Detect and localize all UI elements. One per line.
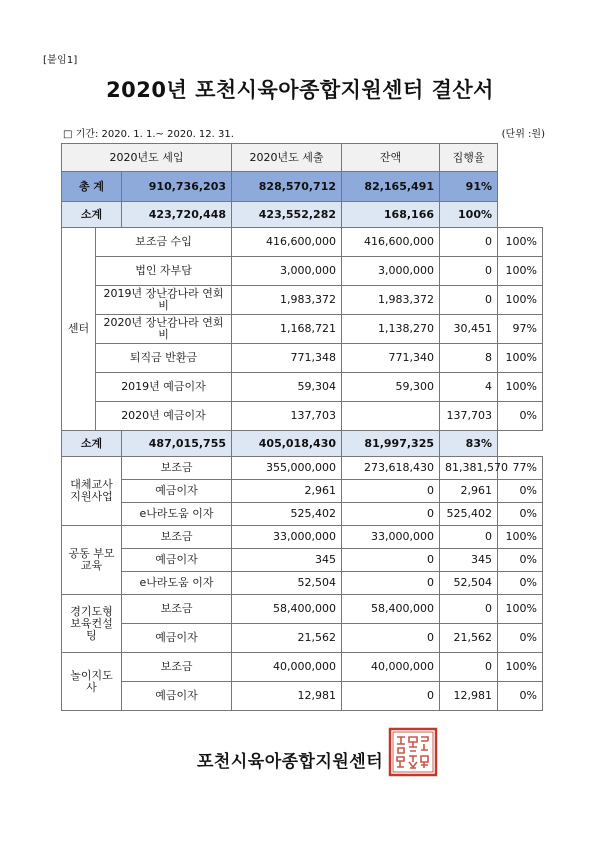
row-label: 2019년 장난감나라 연회비 [96, 286, 232, 315]
table-row [62, 373, 543, 402]
row-expense: 40,000,000 [342, 653, 440, 682]
table-row [62, 526, 543, 549]
group-parent-education: 공동 부모교육 [62, 526, 122, 595]
row-label: 예금이자 [122, 480, 232, 503]
row-label: 법인 자부담 [96, 257, 232, 286]
row-expense: 3,000,000 [342, 257, 440, 286]
row-rate: 100% [498, 595, 543, 624]
row-income: 416,600,000 [232, 228, 342, 257]
row-label: 2020년 장난감나라 연회비 [96, 315, 232, 344]
row-income: 525,402 [232, 503, 342, 526]
header-rate: 집행율 [440, 144, 498, 172]
row-rate: 0% [498, 624, 543, 653]
header-balance: 잔액 [342, 144, 440, 172]
total-rate: 91% [440, 172, 498, 202]
row-balance: 30,451 [440, 315, 498, 344]
group-consulting: 경기도형 보육컨설팅 [62, 595, 122, 653]
row-income: 2,961 [232, 480, 342, 503]
row-balance: 0 [440, 257, 498, 286]
unit-label: (단위 :원) [501, 129, 545, 140]
projects-subtotal-balance: 81,997,325 [342, 431, 440, 457]
row-income: 3,000,000 [232, 257, 342, 286]
projects-subtotal-row [62, 431, 543, 457]
row-balance: 0 [440, 653, 498, 682]
row-rate: 0% [498, 549, 543, 572]
total-row [62, 172, 543, 202]
header-expense: 2020년도 세출 [232, 144, 342, 172]
row-rate: 0% [498, 682, 543, 711]
row-income: 52,504 [232, 572, 342, 595]
center-subtotal-balance: 168,166 [342, 202, 440, 228]
total-label: 총 계 [62, 172, 122, 202]
row-balance: 12,981 [440, 682, 498, 711]
row-label: e나라도움 이자 [122, 503, 232, 526]
row-balance: 525,402 [440, 503, 498, 526]
row-rate: 0% [498, 480, 543, 503]
table-row [62, 624, 543, 653]
table-row [62, 457, 543, 480]
row-rate: 100% [498, 228, 543, 257]
row-label: e나라도움 이자 [122, 572, 232, 595]
row-income: 21,562 [232, 624, 342, 653]
row-income: 137,703 [232, 402, 342, 431]
table-row [62, 572, 543, 595]
row-rate: 100% [498, 257, 543, 286]
row-expense: 0 [342, 682, 440, 711]
row-expense: 771,340 [342, 344, 440, 373]
row-income: 58,400,000 [232, 595, 342, 624]
header-row [62, 144, 543, 172]
total-income: 910,736,203 [122, 172, 232, 202]
row-rate: 0% [498, 402, 543, 431]
row-expense: 1,983,372 [342, 286, 440, 315]
row-rate: 100% [498, 344, 543, 373]
row-income: 12,981 [232, 682, 342, 711]
row-balance: 0 [440, 595, 498, 624]
row-expense: 0 [342, 503, 440, 526]
row-expense: 59,300 [342, 373, 440, 402]
row-rate: 0% [498, 572, 543, 595]
table-row [62, 653, 543, 682]
row-label: 보조금 [122, 653, 232, 682]
row-rate: 77% [498, 457, 543, 480]
row-income: 59,304 [232, 373, 342, 402]
official-seal-icon [388, 727, 438, 777]
row-balance: 0 [440, 526, 498, 549]
row-income: 355,000,000 [232, 457, 342, 480]
header-income: 2020년도 세입 [62, 144, 232, 172]
period-label: □ 기간: 2020. 1. 1.~ 2020. 12. 31. [63, 129, 234, 140]
row-balance: 52,504 [440, 572, 498, 595]
row-label: 보조금 [122, 457, 232, 480]
row-label: 2020년 예금이자 [96, 402, 232, 431]
row-expense [342, 402, 440, 431]
table-row [62, 480, 543, 503]
row-income: 771,348 [232, 344, 342, 373]
group-play-instructor: 놀이지도사 [62, 653, 122, 711]
table-row [62, 595, 543, 624]
row-expense: 58,400,000 [342, 595, 440, 624]
row-rate: 100% [498, 373, 543, 402]
row-expense: 0 [342, 572, 440, 595]
center-subtotal-income: 423,720,448 [122, 202, 232, 228]
row-balance: 345 [440, 549, 498, 572]
row-label: 예금이자 [122, 682, 232, 711]
center-subtotal-rate: 100% [440, 202, 498, 228]
row-expense: 273,618,430 [342, 457, 440, 480]
row-label: 보조금 수입 [96, 228, 232, 257]
attachment-label: [붙임1] [43, 55, 78, 66]
row-expense: 0 [342, 549, 440, 572]
total-expense: 828,570,712 [232, 172, 342, 202]
group-center: 센터 [62, 228, 96, 431]
row-balance: 21,562 [440, 624, 498, 653]
row-balance: 0 [440, 228, 498, 257]
row-label: 예금이자 [122, 549, 232, 572]
row-label: 2019년 예금이자 [96, 373, 232, 402]
row-rate: 97% [498, 315, 543, 344]
group-substitute-teacher: 대체교사 지원사업 [62, 457, 122, 526]
row-label: 퇴직금 반환금 [96, 344, 232, 373]
row-balance: 4 [440, 373, 498, 402]
row-balance: 2,961 [440, 480, 498, 503]
projects-subtotal-label: 소계 [62, 431, 122, 457]
center-subtotal-row [62, 202, 543, 228]
row-balance: 8 [440, 344, 498, 373]
document-title: 2020년 포천시육아종합지원센터 결산서 [106, 78, 494, 102]
row-income: 1,983,372 [232, 286, 342, 315]
signature-text: 포천시육아종합지원센터 [197, 752, 384, 772]
row-income: 40,000,000 [232, 653, 342, 682]
row-balance: 0 [440, 286, 498, 315]
table-row [62, 315, 543, 344]
projects-subtotal-rate: 83% [440, 431, 498, 457]
total-balance: 82,165,491 [342, 172, 440, 202]
row-expense: 416,600,000 [342, 228, 440, 257]
row-income: 33,000,000 [232, 526, 342, 549]
settlement-table [61, 143, 543, 711]
table-row [62, 344, 543, 373]
row-rate: 100% [498, 653, 543, 682]
table-row [62, 228, 543, 257]
row-rate: 100% [498, 286, 543, 315]
center-subtotal-expense: 423,552,282 [232, 202, 342, 228]
row-label: 보조금 [122, 595, 232, 624]
projects-subtotal-expense: 405,018,430 [232, 431, 342, 457]
row-expense: 0 [342, 624, 440, 653]
row-expense: 33,000,000 [342, 526, 440, 549]
table-row [62, 503, 543, 526]
row-label: 예금이자 [122, 624, 232, 653]
table-row [62, 549, 543, 572]
table-row [62, 286, 543, 315]
row-rate: 100% [498, 526, 543, 549]
projects-subtotal-income: 487,015,755 [122, 431, 232, 457]
row-income: 345 [232, 549, 342, 572]
table-row [62, 257, 543, 286]
row-balance: 81,381,570 [440, 457, 498, 480]
row-rate: 0% [498, 503, 543, 526]
table-row [62, 682, 543, 711]
table-row [62, 402, 543, 431]
row-balance: 137,703 [440, 402, 498, 431]
row-income: 1,168,721 [232, 315, 342, 344]
row-expense: 0 [342, 480, 440, 503]
row-expense: 1,138,270 [342, 315, 440, 344]
center-subtotal-label: 소계 [62, 202, 122, 228]
row-label: 보조금 [122, 526, 232, 549]
